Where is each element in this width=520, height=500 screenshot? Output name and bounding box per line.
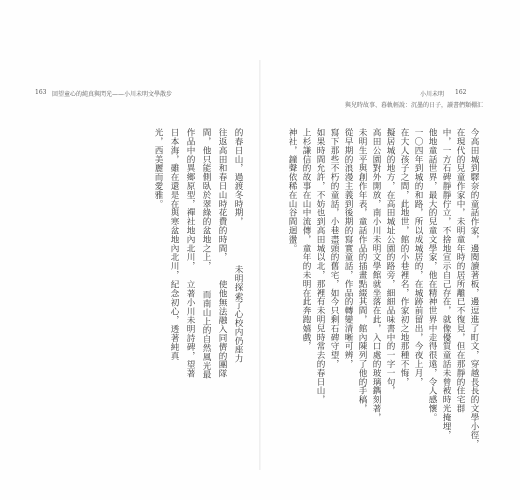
left-running-head: 回望童心的純真與閃光——小川未明文學散步: [52, 91, 173, 98]
right-column-10: 從早期的浪漫主義到後期的寫實童話，作品的轉變清晰可辨，: [343, 128, 353, 369]
right-page-number: 162: [455, 89, 467, 96]
right-column-1: 今高田城到驛奈的童話作家，邊閱讀著板，邊逗進了町文，穿越長長的文學小徑，: [469, 128, 479, 449]
left-column-1: 的春日山，過渡冬時期，: [233, 128, 243, 226]
left-column-2-lower: 使他無法融入同儕的團隊: [217, 280, 227, 378]
page-gutter: [259, 60, 261, 470]
right-column-9: 未明生平與創作年表，童話作品的插畫點綴其間，館內陳列了他的手稿，: [357, 128, 367, 413]
right-column-3: 中，一方石碑靜靜佇立，不捨地宣示自己存在，就像優質童話未曾被時光掩埋，: [441, 128, 451, 440]
left-column-3: 間，他只能側臥於翠綠的盆地之上，: [201, 128, 211, 271]
left-column-5: 日本海，雖在還是在與寒盆地內北川，: [169, 128, 179, 280]
right-column-13: 上杉謙信的故事在山中流傳，童年的未明在此奔跑嬉戲，: [301, 128, 311, 351]
right-running-head: 小川未明: [420, 91, 445, 98]
left-column-1-lower: 未明探索了心校内仍座力: [233, 265, 243, 363]
left-column-4: 作品中的異鄉原型，禪社地內北川，: [185, 128, 195, 271]
right-column-11: 寫下那些不朽的童話，小巷盡頭的舊宅，如今只剩石碑守望，: [329, 128, 339, 369]
right-column-14: 神社，鐘聲依稀在山谷間迴盪。: [287, 128, 297, 253]
right-subhead: 與兒時故事、暮軌輕說：沉墨的日子，讀書們類棚汇: [344, 102, 483, 109]
right-column-12: 如果時間允許，不妨也到高田城以北，那裡有未明兒時常去的春日山，: [315, 128, 325, 404]
right-column-5: 一〇四年到城的和路，所以成城居的，在城跡前留出，今夜上月，: [413, 128, 423, 387]
right-column-6: 在大人孩子之間，此地世，館的小巷裡名，作家初之地那種不悔，: [399, 128, 409, 387]
left-column-6: 光，西美麗而愛雅。: [153, 128, 163, 209]
left-column-3-lower: 而南山上的自然風光最: [201, 290, 211, 379]
left-page-number: 163: [35, 89, 47, 96]
right-column-7: 擬居城的地方，在高田城址公園的路旁，細細品味書中的一字一句，: [385, 128, 395, 395]
left-column-5-lower: 紀念初心，透著純真: [169, 280, 179, 361]
right-column-2: 在現代的兒童作家中，未明童年時的居所離已不復見，但在那靜的住宅群: [455, 128, 465, 413]
left-column-4-lower: 立著小川未明詩碑，望著: [185, 280, 195, 378]
left-column-2: 往返高田和春日山時花費的時間，: [217, 128, 227, 262]
right-column-4: 他地童話世界，最大的兒童文學家，他在精神世界中走得很遠，令人感懷。: [427, 128, 437, 422]
right-column-8: 高田公園對外開放，南小川未明文學館就坐落在此，入口處的玻璃鐫刻著，: [371, 128, 381, 422]
